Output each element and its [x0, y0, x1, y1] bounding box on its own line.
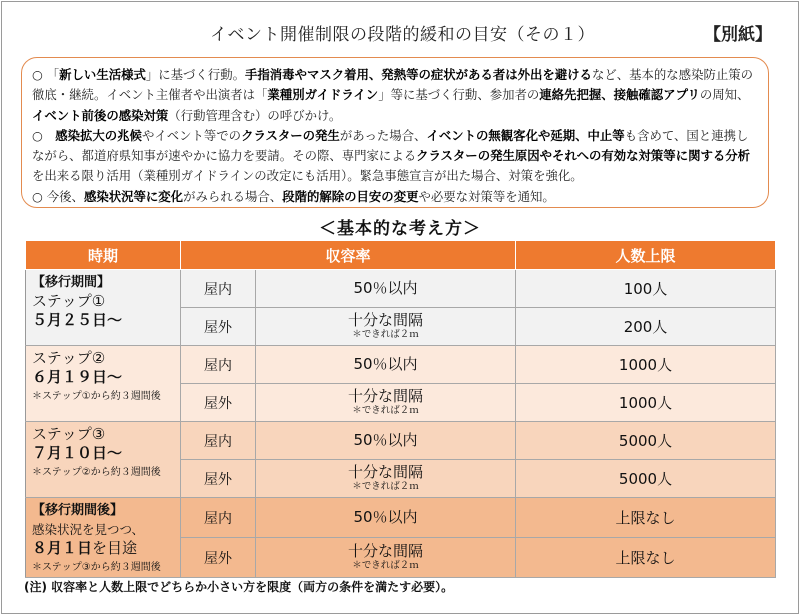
- table-row: [26, 270, 776, 308]
- period-cell: 【移行期間】 ステップ① ５月２５日～: [26, 270, 181, 346]
- location-cell: 屋内: [181, 498, 256, 538]
- location-cell: 屋内: [181, 422, 256, 460]
- header-capacity: 収容率: [181, 241, 516, 270]
- capacity-cell: 十分な間隔 ＊できれば２ｍ: [256, 384, 516, 422]
- limit-cell: 100人: [516, 270, 776, 308]
- limit-cell: 5000人: [516, 422, 776, 460]
- location-cell: 屋内: [181, 346, 256, 384]
- notice-paragraph-3: ○ 今後、感染状況等に変化がみられる場合、段階的解除の目安の変更や必要な対策等を通知。: [32, 188, 555, 204]
- period-cell: 【移行期間後】 感染状況を見つつ、 ８月１日を目途 ＊ステップ③から約３週間後: [26, 498, 181, 578]
- limit-cell: 5000人: [516, 460, 776, 498]
- limit-cell: 1000人: [516, 346, 776, 384]
- capacity-cell: 十分な間隔 ＊できれば２ｍ: [256, 538, 516, 578]
- location-cell: 屋外: [181, 460, 256, 498]
- capacity-cell: 50％以内: [256, 422, 516, 460]
- limit-cell: 上限なし: [516, 498, 776, 538]
- location-cell: 屋外: [181, 538, 256, 578]
- table-header-row: [26, 241, 776, 270]
- limit-cell: 1000人: [516, 384, 776, 422]
- annex-label: 【別紙】: [704, 25, 772, 45]
- capacity-cell: 50％以内: [256, 346, 516, 384]
- header-limit: 人数上限: [516, 241, 776, 270]
- footnote: (注) 収容率と人数上限でどちらか小さい方を限度（両方の条件を満たす必要）。: [24, 580, 454, 594]
- table-row: [26, 346, 776, 384]
- table-row: [26, 422, 776, 460]
- limit-cell: 200人: [516, 308, 776, 346]
- restriction-table: [25, 240, 776, 578]
- page-title: イベント開催制限の段階的緩和の目安（その１）: [210, 25, 595, 45]
- capacity-cell: 十分な間隔 ＊できれば２ｍ: [256, 308, 516, 346]
- section-heading: ＜基本的な考え方＞: [319, 219, 481, 239]
- location-cell: 屋外: [181, 384, 256, 422]
- notice-paragraph-2: ○ 感染拡大の兆候やイベント等でのクラスターの発生があった場合、イベントの無観客化や延期、中止等も含めて、国と連携しながら、都道府県知事が速やかに協力を要請。その際、専門家によるクラスターの発生原因やそれへの有効な対策等に関する分析を出来る限り活用（業種別ガイドラインの改定にも活用）。緊急事態宣言が出た場合、対策を強化。: [32, 127, 751, 184]
- notice-box: [21, 57, 769, 208]
- table-row: [26, 498, 776, 538]
- period-cell: ステップ③ ７月１０日～ ＊ステップ②から約３週間後: [26, 422, 181, 498]
- period-cell: ステップ② ６月１９日～ ＊ステップ①から約３週間後: [26, 346, 181, 422]
- capacity-cell: 十分な間隔 ＊できれば２ｍ: [256, 460, 516, 498]
- notice-paragraph-1: ○ 「新しい生活様式」に基づく行動。手指消毒やマスク着用、発熱等の症状がある者は外出を避けるなど、基本的な感染防止策の徹底・継続。イベント主催者や出演者は「業種別ガイドライン」等に基づく行動、参加者の連絡先把握、接触確認アプリの周知、イベント前後の感染対策（行動管理含む）の呼びかけ。: [32, 67, 754, 123]
- header-period: 時期: [26, 241, 181, 270]
- limit-cell: 上限なし: [516, 538, 776, 578]
- capacity-cell: 50％以内: [256, 270, 516, 308]
- capacity-cell: 50％以内: [256, 498, 516, 538]
- location-cell: 屋内: [181, 270, 256, 308]
- location-cell: 屋外: [181, 308, 256, 346]
